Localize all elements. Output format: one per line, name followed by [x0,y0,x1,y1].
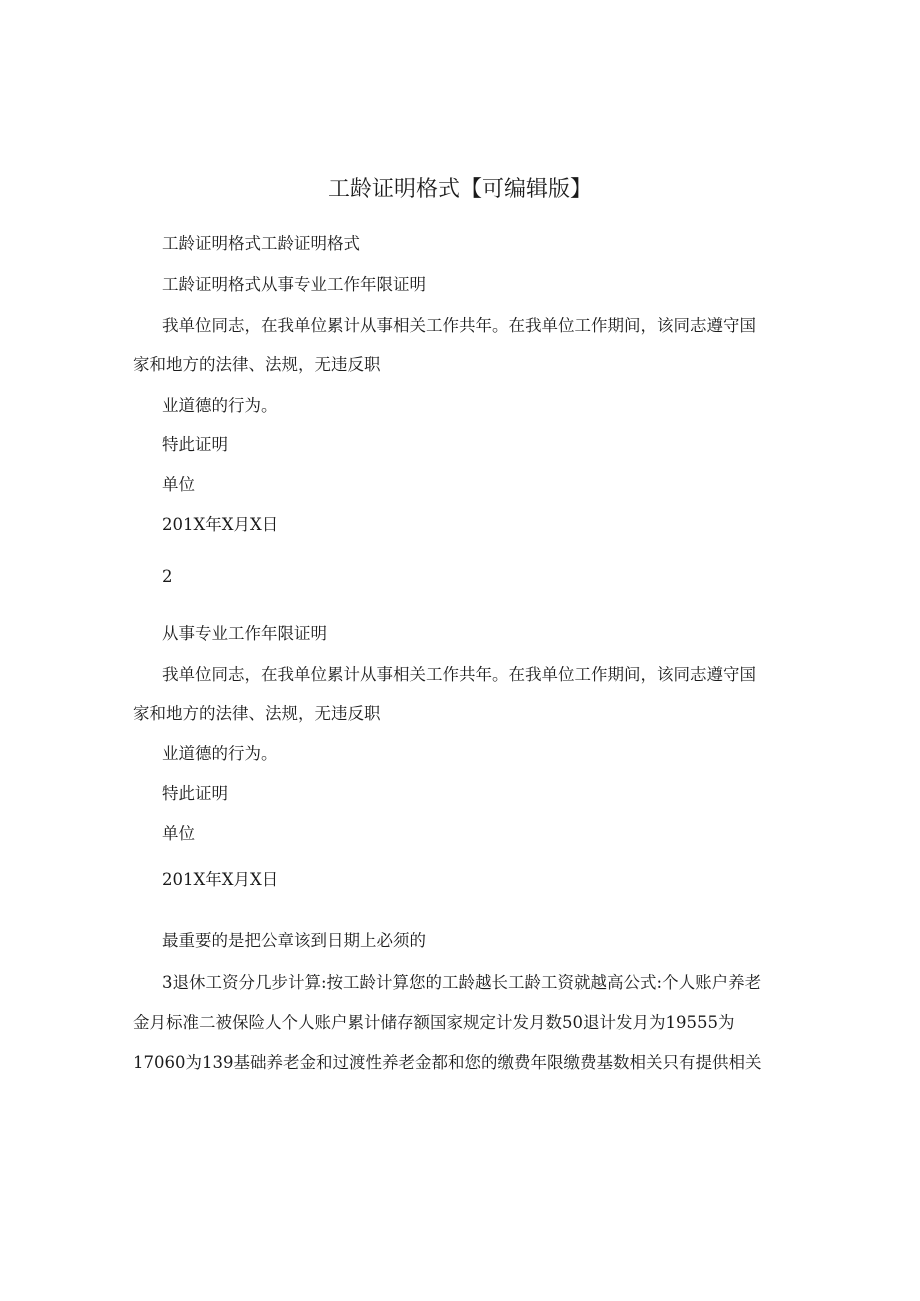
paragraph-line: 工龄证明格式工龄证明格式 [162,234,360,253]
paragraph-line: 我单位同志，在我单位累计从事相关工作共年。在我单位工作期间，该同志遵守国 [162,316,756,335]
section-heading: 从事专业工作年限证明 [162,624,327,643]
paragraph-line: 最重要的是把公章该到日期上必须的 [162,931,426,950]
paragraph-line: 工龄证明格式从事专业工作年限证明 [162,275,426,294]
paragraph-line: 单位 [162,824,195,843]
paragraph-line: 17060为139基础养老金和过渡性养老金都和您的缴费年限缴费基数相关只有提供相关 [133,1053,762,1072]
date-line: 201X年X月X日 [162,515,279,534]
paragraph-line: 特此证明 [162,435,228,454]
paragraph-line: 业道德的行为。 [162,396,278,415]
paragraph-line: 单位 [162,475,195,494]
paragraph-line: 业道德的行为。 [162,744,278,763]
paragraph-line: 家和地方的法律、法规，无违反职 [133,704,381,723]
paragraph-line: 特此证明 [162,784,228,803]
paragraph-line: 3退休工资分几步计算:按工龄计算您的工龄越长工龄工资就越高公式:个人账户养老 [162,973,762,992]
paragraph-line: 金月标准二被保险人个人账户累计储存额国家规定计发月数50退计发月为19555为 [133,1013,735,1032]
date-line: 201X年X月X日 [162,870,279,889]
paragraph-line: 家和地方的法律、法规，无违反职 [133,355,381,374]
paragraph-line: 我单位同志，在我单位累计从事相关工作共年。在我单位工作期间，该同志遵守国 [162,665,756,684]
section-number: 2 [162,567,173,586]
document-title: 工龄证明格式【可编辑版】 [327,177,592,202]
